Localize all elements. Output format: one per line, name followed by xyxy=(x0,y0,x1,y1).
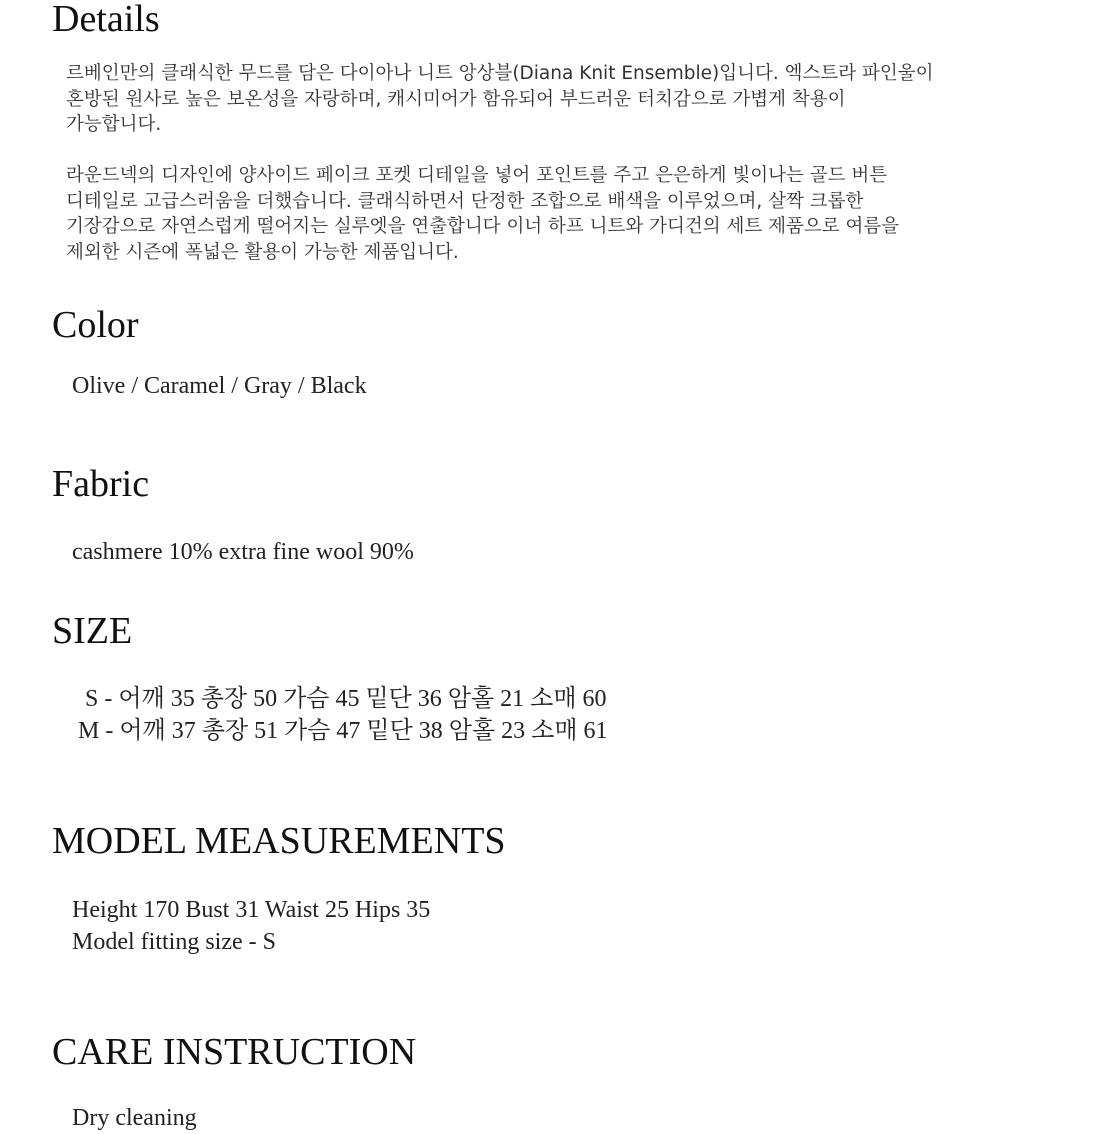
details-paragraph-2-line: 라운드넥의 디자인에 양사이드 페이크 포켓 디테일을 넣어 포인트를 주고 은은하게 빛이나는 골드 버튼 xyxy=(66,165,888,186)
color-value: Olive / Caramel / Gray / Black xyxy=(72,373,367,399)
fabric-value: cashmere 10% extra fine wool 90% xyxy=(72,539,414,565)
size-row-m: M - 어깨 37 총장 51 가슴 47 밑단 38 암홀 23 소매 61 xyxy=(78,718,608,744)
size-row-s: S - 어깨 35 총장 50 가슴 45 밑단 36 암홀 21 소매 60 xyxy=(85,686,607,712)
care-instruction-heading: CARE INSTRUCTION xyxy=(52,1031,417,1073)
details-paragraph-2-line: 기장감으로 자연스럽게 떨어지는 실루엣을 연출합니다 이너 하프 니트와 가디건의 세트 제품으로 여름을 xyxy=(66,216,900,237)
model-measurements xyxy=(72,894,430,958)
details-paragraph-1-line: 가능합니다. xyxy=(66,114,162,135)
details-paragraph-1-line: 르베인만의 클래식한 무드를 담은 다이아나 니트 앙상블(Diana Knit Ensemble)입니다. 엑스트라 파인울이 xyxy=(66,63,934,84)
details-heading: Details xyxy=(52,0,160,40)
size-table xyxy=(78,683,608,747)
details-paragraph-1 xyxy=(66,61,1086,138)
model-measurements-line: Height 170 Bust 31 Waist 25 Hips 35 xyxy=(72,897,431,923)
model-fitting-size: Model fitting size - S xyxy=(72,929,276,955)
details-paragraph-1-line: 혼방된 원사로 높은 보온성을 자랑하며, 캐시미어가 함유되어 부드러운 터치감으로 가볍게 착용이 xyxy=(66,88,846,110)
size-heading: SIZE xyxy=(52,610,133,652)
model-measurements-heading: MODEL MEASUREMENTS xyxy=(52,820,506,862)
details-paragraph-2-line: 디테일로 고급스러움을 더했습니다. 클래식하면서 단정한 조합으로 배색을 이루었으며, 살짝 크롭한 xyxy=(66,190,864,212)
care-instruction-value: Dry cleaning xyxy=(72,1105,197,1131)
color-heading: Color xyxy=(52,304,139,346)
fabric-heading: Fabric xyxy=(52,463,150,505)
details-paragraph-2 xyxy=(66,163,1086,265)
details-paragraph-2-line: 제외한 시즌에 폭넓은 활용이 가능한 제품입니다. xyxy=(66,241,459,263)
